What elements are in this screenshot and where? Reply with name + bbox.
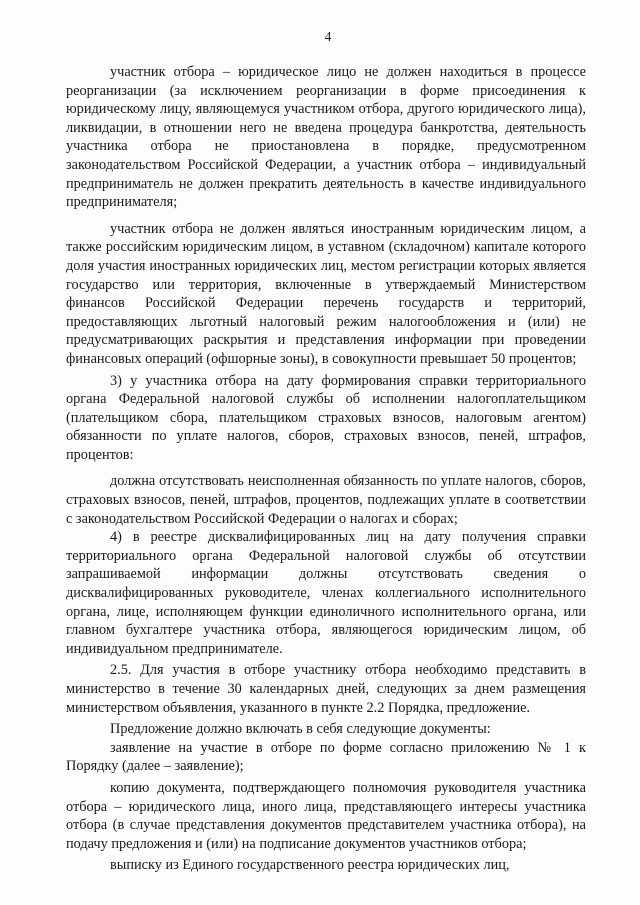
paragraph-authority-copy: копию документа, подтверждающего полномочия руководителя участника отбора – юридического лица, иного лица, представляющего интересы участника отбора (в случае представления документов представителем участника отбора), на подачу предложения и (или) на подписание документов участников отбора; — [66, 779, 586, 852]
paragraph-disqualified-registry: 4) в реестре дисквалифицированных лиц на дату получения справки территориального органа Федеральной налоговой службы об отсутствии запрашиваемой информации должны отсутствовать сведения о дисквалифицированных руководителе, членах коллегиального исполнительного органа, лице, исполняющем функции единоличного исполнительного органа, или главном бухгалтере участника отбора, являющегося юридическим лицом, об индивидуальном предпринимателе. — [66, 529, 586, 657]
document-body — [66, 63, 586, 875]
paragraph-section-2-5: 2.5. Для участия в отборе участнику отбора необходимо представить в министерство в течение 30 календарных дней, следующих за днем размещения министерством объявления, указанного в пункте 2.2 Порядка, предложение. — [66, 662, 586, 716]
paragraph-tax-certificate: 3) у участника отбора на дату формирования справки территориального органа Федеральной налоговой службы об исполнении налогоплательщиком (плательщиком сбора, плательщиком страховых взносов, налоговым агентом) обязанности по уплате налогов, сборов, страховых взносов, пеней, штрафов, процентов: — [66, 372, 586, 463]
paragraph-registry-extract: выписку из Единого государственного реестра юридических лиц, — [110, 857, 510, 874]
paragraph-no-tax-debt: должна отсутствовать неисполненная обязанность по уплате налогов, сборов, страховых взносов, пеней, штрафов, процентов, подлежащих уплате в соответствии с законодательством Российской Федерации о налогах и сборах; — [66, 473, 586, 527]
paragraph-documents-intro: Предложение должно включать в себя следующие документы: — [110, 721, 491, 738]
paragraph-application: заявление на участие в отборе по форме согласно приложению № 1 к Порядку (далее – заявление); — [66, 739, 586, 775]
paragraph-reorganization: участник отбора – юридическое лицо не должен находиться в процессе реорганизации (за исключением реорганизации в форме присоединения к юридическому лицу, являющемуся участником отбора, другого юридического лица), ликвидации, в отношении него не введена процедура банкротства, деятельность участника отбора не приостановлена в порядке, предусмотренном законодательством Российской Федерации, а участник отбора – индивидуальный предприниматель не должен прекратить деятельность в качестве индивидуального предпринимателя; — [66, 64, 586, 211]
paragraph-foreign-entity: участник отбора не должен являться иностранным юридическим лицом, а также российским юридическим лицом, в уставном (складочном) капитале которого доля участия иностранных юридических лиц, местом регистрации которых является государство или территория, включенные в утверждаемый Министерством финансов Российской Федерации перечень государств и территорий, предоставляющих льготный налоговый режим налогообложения и (или) не предусматривающих раскрытия и представления информации при проведении финансовых операций (офшорные зоны), в совокупности превышает 50 процентов; — [66, 220, 586, 367]
page-number: 4 — [324, 29, 332, 44]
